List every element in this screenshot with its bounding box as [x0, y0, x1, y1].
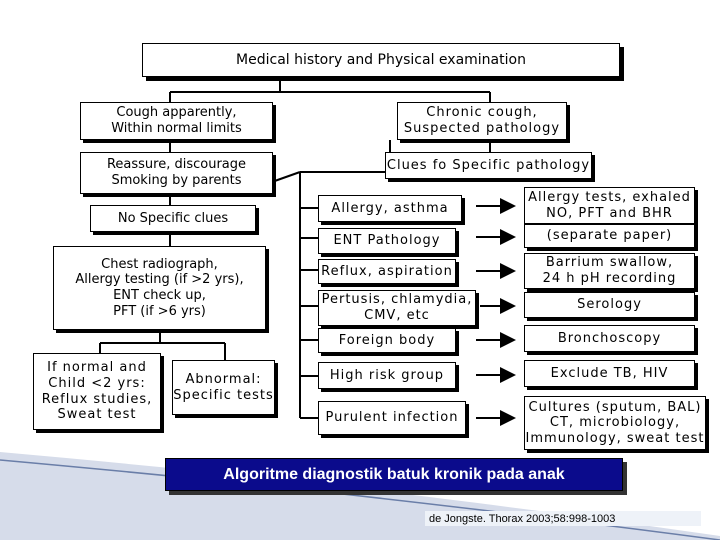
normal-limits-box [80, 102, 273, 140]
condition-ent [318, 228, 456, 254]
condition-allergy [318, 195, 462, 222]
test-label: Bronchoscopy [557, 330, 662, 346]
condition-high-risk [318, 362, 456, 389]
test-serology [524, 292, 695, 318]
chest-radiograph-box [53, 246, 266, 330]
condition-pertusis [318, 290, 476, 326]
normal-limits-text: Cough apparently, Within normal limits [111, 105, 242, 136]
title-box [142, 43, 620, 77]
reassure-text: Reassure, discourage Smoking by parents [106, 157, 247, 188]
citation [425, 511, 701, 526]
reassure-box [80, 152, 273, 194]
test-label: Serology [577, 297, 642, 313]
chronic-cough-box [397, 102, 567, 140]
test-bronchoscopy [524, 325, 695, 352]
condition-reflux [318, 259, 456, 284]
test-separate-paper [524, 224, 695, 248]
test-label: Barrium swallow, 24 h pH recording [542, 255, 677, 286]
if-normal-box [33, 353, 161, 430]
test-label: Allergy tests, exhaled NO, PFT and BHR [528, 189, 691, 221]
condition-label: Allergy, asthma [331, 200, 449, 216]
condition-label: Reflux, aspiration [321, 263, 453, 279]
test-label: (separate paper) [546, 228, 673, 244]
abnormal-text: Abnormal: Specific tests [173, 371, 274, 403]
condition-label: ENT Pathology [333, 233, 441, 249]
banner-text: Algoritme diagnostik batuk kronik pada anak [223, 465, 565, 483]
if-normal-text: If normal and Child <2 yrs: Reflux studies, Sweat test [41, 360, 153, 423]
abnormal-box [172, 360, 275, 415]
footer-banner [165, 458, 623, 491]
specific-clues-box [385, 152, 592, 179]
test-cultures [524, 396, 706, 450]
citation-text: de Jongste. Thorax 2003;58:998-1003 [429, 512, 616, 525]
condition-purulent [318, 401, 466, 435]
condition-label: High risk group [329, 367, 445, 383]
no-specific-clues-text: No Specific clues [117, 210, 229, 226]
no-specific-clues-box [90, 205, 256, 232]
test-label: Exclude TB, HIV [550, 365, 669, 381]
condition-label: Purulent infection [325, 410, 459, 426]
chronic-cough-text: Chronic cough, Suspected pathology [403, 105, 561, 136]
specific-clues-text: Clues fo Specific pathology [386, 157, 591, 173]
test-label: Cultures (sputum, BAL) CT, microbiology, Immunology, sweat test [525, 399, 705, 446]
test-barrium [524, 253, 695, 289]
condition-foreign-body [318, 328, 456, 353]
chest-radiograph-text: Chest radiograph, Allergy testing (if >2 yrs), ENT check up, PFT (if >6 yrs) [75, 256, 244, 319]
title-text: Medical history and Physical examination [236, 51, 526, 68]
test-exclude-tb [524, 360, 695, 387]
condition-label: Pertusis, chlamydia, CMV, etc [321, 292, 473, 323]
test-allergy [524, 187, 695, 224]
condition-label: Foreign body [338, 332, 436, 348]
